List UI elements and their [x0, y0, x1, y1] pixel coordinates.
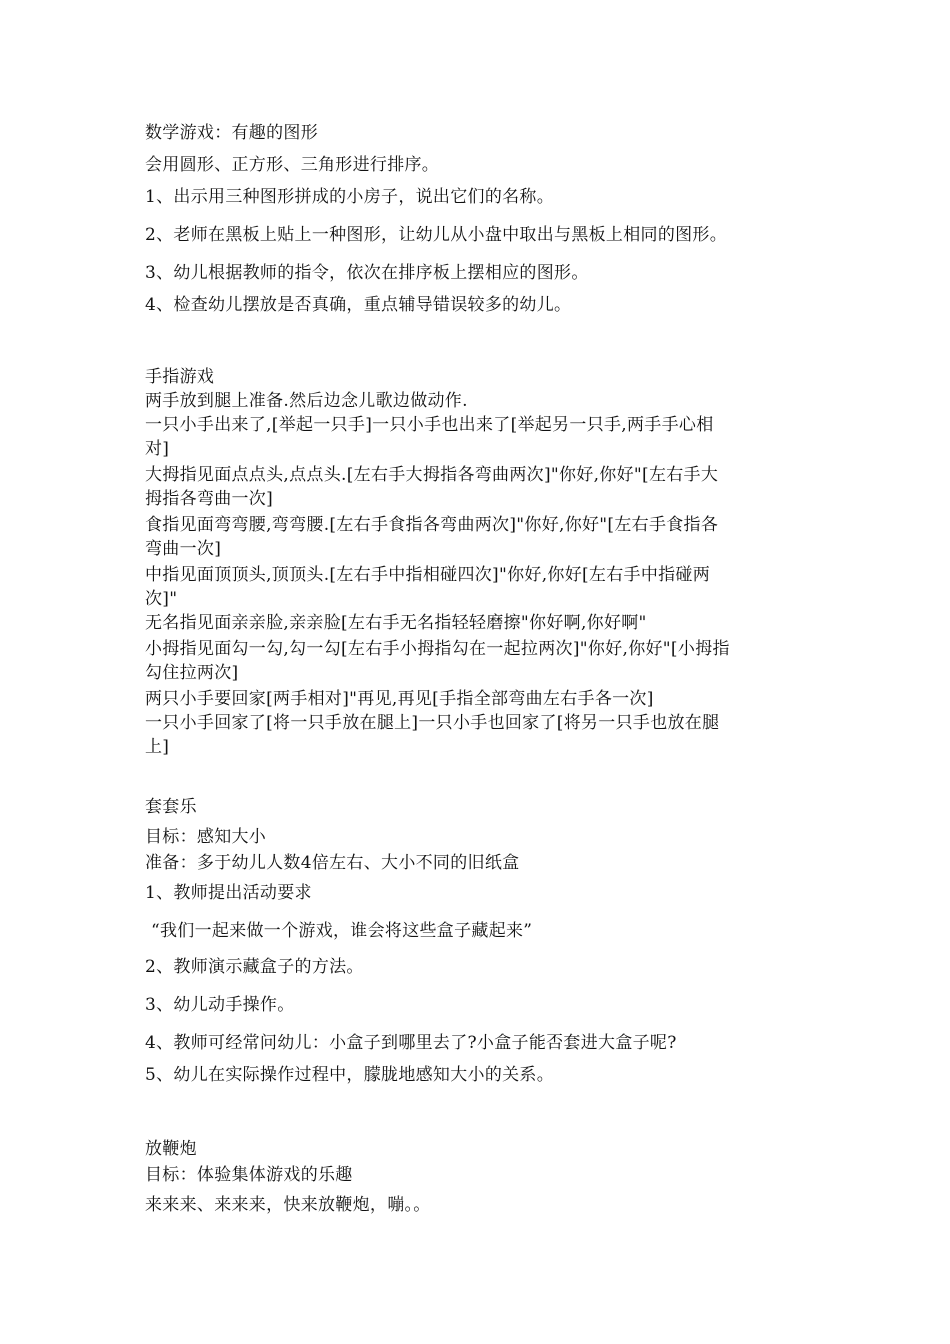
section-title-firecracker-game: 放鞭炮 — [145, 1139, 197, 1159]
text-line: 准备：多于幼儿人数4倍左右、大小不同的旧纸盒 — [145, 853, 520, 873]
text-line: 小拇指见面勾一勾,勾一勾[左右手小拇指勾在一起拉两次]"你好,你好"[小拇指 — [145, 639, 730, 659]
text-line: 对] — [145, 439, 170, 459]
text-line: 5、幼儿在实际操作过程中，朦胧地感知大小的关系。 — [145, 1065, 555, 1085]
text-line: 中指见面顶顶头,顶顶头.[左右手中指相碰四次]"你好,你好[左右手中指碰两 — [145, 565, 711, 585]
text-line: 4、检查幼儿摆放是否真确，重点辅导错误较多的幼儿。 — [145, 295, 572, 315]
text-line: 拇指各弯曲一次] — [145, 489, 274, 509]
section-title-nesting-game: 套套乐 — [145, 797, 197, 817]
text-line: 4、教师可经常问幼儿：小盒子到哪里去了?小盒子能否套进大盒子呢? — [145, 1033, 677, 1053]
section-title-math-game: 数学游戏：有趣的图形 — [145, 123, 318, 143]
text-line: 次]" — [145, 589, 178, 609]
text-line: 3、幼儿动手操作。 — [145, 995, 295, 1015]
text-line: “我们一起来做一个游戏，谁会将这些盒子藏起来” — [151, 921, 533, 941]
section-title-finger-game: 手指游戏 — [145, 367, 215, 387]
text-line: 一只小手出来了,[举起一只手]一只小手也出来了[举起另一只手,两手手心相 — [145, 415, 714, 435]
text-line: 勾住拉两次] — [145, 663, 239, 683]
text-line: 1、教师提出活动要求 — [145, 883, 312, 903]
text-line: 两手放到腿上准备.然后边念儿歌边做动作. — [145, 391, 468, 411]
text-line: 会用圆形、正方形、三角形进行排序。 — [145, 155, 440, 175]
text-line: 3、幼儿根据教师的指令，依次在排序板上摆相应的图形。 — [145, 263, 589, 283]
text-line: 弯曲一次] — [145, 539, 222, 559]
text-line: 目标：感知大小 — [145, 827, 267, 847]
text-line: 1、出示用三种图形拼成的小房子，说出它们的名称。 — [145, 187, 555, 207]
text-line: 目标：体验集体游戏的乐趣 — [145, 1165, 353, 1185]
text-line: 2、老师在黑板上贴上一种图形，让幼儿从小盘中取出与黑板上相同的图形。 — [145, 225, 728, 245]
text-line: 一只小手回家了[将一只手放在腿上]一只小手也回家了[将另一只手也放在腿 — [145, 713, 720, 733]
text-line: 大拇指见面点点头,点点头.[左右手大拇指各弯曲两次]"你好,你好"[左右手大 — [145, 465, 719, 485]
text-line: 2、教师演示藏盒子的方法。 — [145, 957, 364, 977]
text-line: 两只小手要回家[两手相对]"再见,再见[手指全部弯曲左右手各一次] — [145, 689, 654, 709]
text-line: 上] — [145, 737, 170, 757]
text-line: 食指见面弯弯腰,弯弯腰.[左右手食指各弯曲两次]"你好,你好"[左右手食指各 — [145, 515, 719, 535]
text-line: 无名指见面亲亲脸,亲亲脸[左右手无名指轻轻磨擦"你好啊,你好啊" — [145, 613, 647, 633]
text-line: 来来来、来来来，快来放鞭炮，嘣。。 — [145, 1195, 431, 1215]
